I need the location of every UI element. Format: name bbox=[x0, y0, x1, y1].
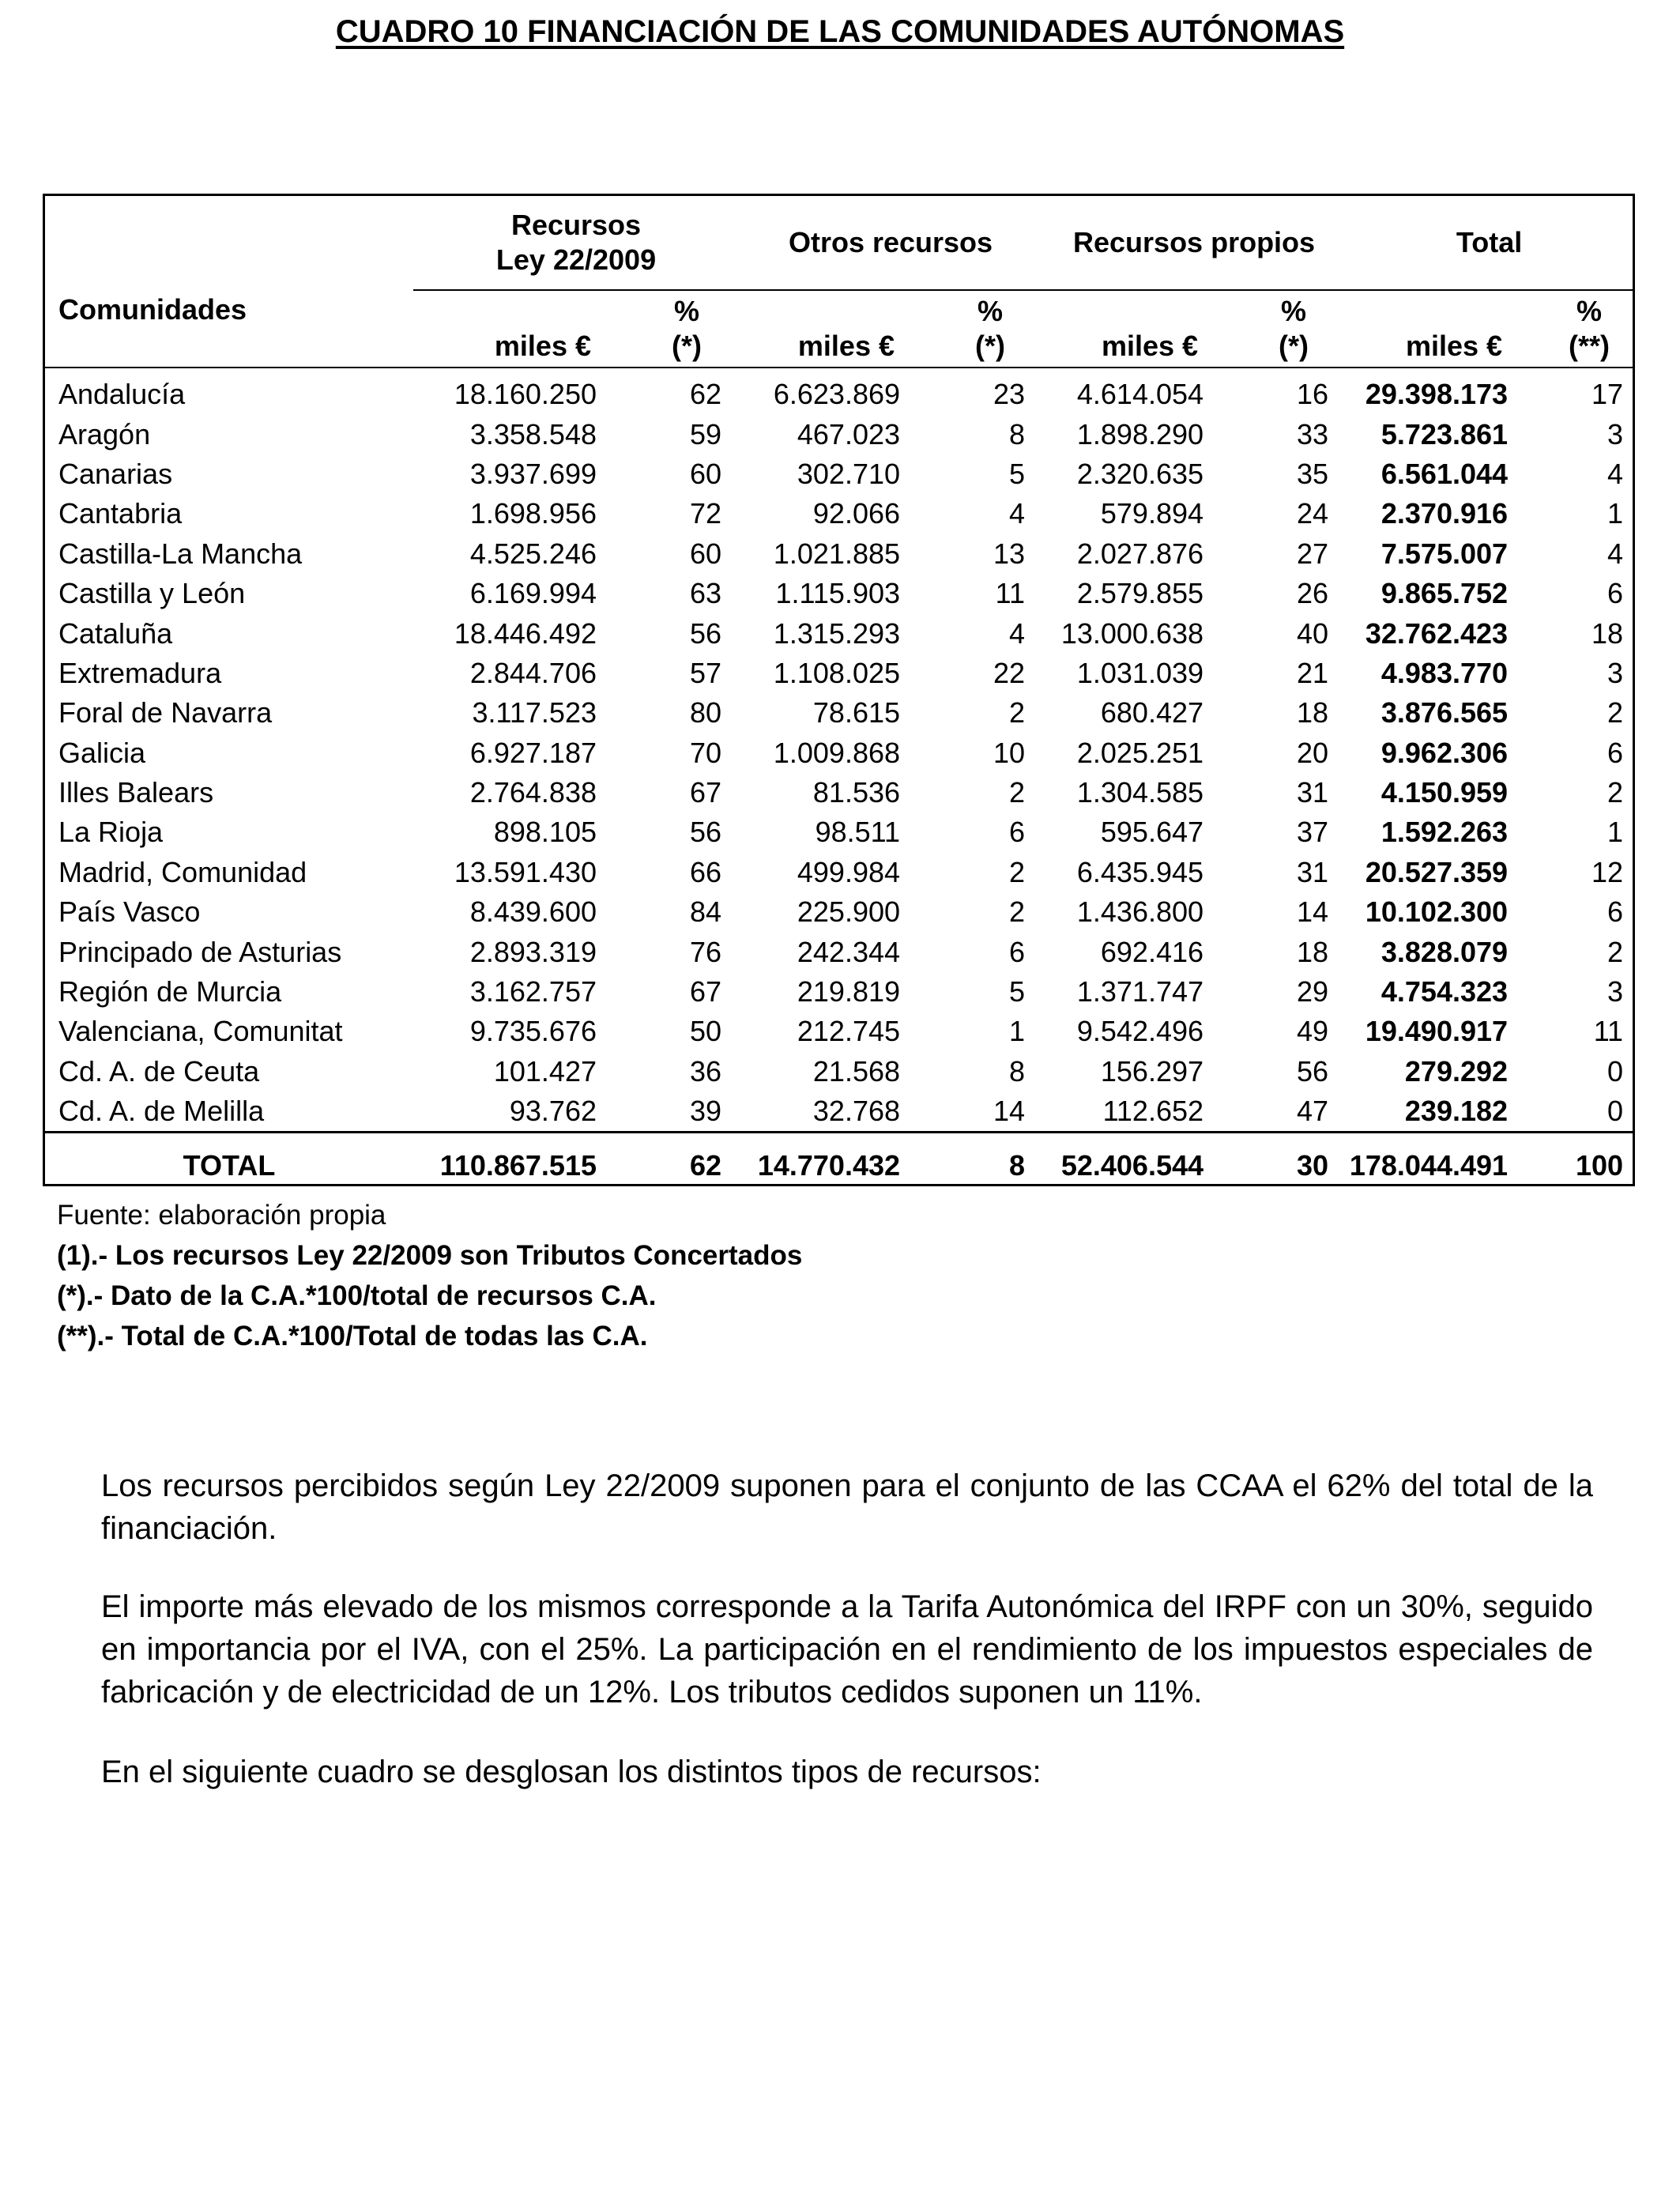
cell-total-miles: 5.723.861 bbox=[1381, 417, 1509, 450]
cell-comunidad: TOTAL bbox=[183, 1149, 276, 1182]
cell-propios-miles: 2.025.251 bbox=[1076, 736, 1204, 769]
cell-comunidad: La Rioja bbox=[58, 816, 164, 849]
cell-total-miles: 9.962.306 bbox=[1381, 736, 1509, 769]
cell-total-miles: 6.561.044 bbox=[1381, 457, 1509, 490]
cell-propios-pct: 14 bbox=[1297, 895, 1329, 929]
cell-recursos-pct: 60 bbox=[689, 537, 722, 570]
cell-recursos-pct: 56 bbox=[689, 616, 722, 650]
table-row bbox=[45, 494, 1633, 533]
cell-otros-pct: 8 bbox=[1009, 1149, 1026, 1182]
table-row bbox=[45, 733, 1633, 773]
cell-otros-miles: 21.568 bbox=[812, 1054, 901, 1088]
cell-total-pct: 6 bbox=[1607, 577, 1624, 610]
cell-recursos-miles: 3.358.548 bbox=[469, 417, 597, 450]
cell-recursos-pct: 84 bbox=[689, 895, 722, 929]
cell-comunidad: Cantabria bbox=[58, 497, 183, 530]
table-row bbox=[45, 534, 1633, 574]
cell-total-miles: 3.828.079 bbox=[1381, 935, 1509, 968]
cell-propios-pct: 56 bbox=[1297, 1054, 1329, 1088]
cell-total-pct: 12 bbox=[1591, 855, 1624, 888]
cell-total-pct: 2 bbox=[1607, 776, 1624, 809]
cell-recursos-pct: 76 bbox=[689, 935, 722, 968]
cell-otros-pct: 5 bbox=[1009, 457, 1026, 490]
financing-table bbox=[43, 194, 1635, 1186]
cell-propios-pct: 35 bbox=[1297, 457, 1329, 490]
cell-total-pct: 1 bbox=[1607, 497, 1624, 530]
table-row bbox=[45, 853, 1633, 892]
cell-comunidad: País Vasco bbox=[58, 895, 201, 929]
cell-propios-miles: 1.436.800 bbox=[1076, 895, 1204, 929]
cell-otros-pct: 22 bbox=[993, 656, 1026, 689]
cell-propios-pct: 26 bbox=[1297, 577, 1329, 610]
cell-recursos-miles: 3.937.699 bbox=[469, 457, 597, 490]
cell-recursos-pct: 67 bbox=[689, 776, 722, 809]
cell-propios-pct: 33 bbox=[1297, 417, 1329, 450]
cell-total-pct: 17 bbox=[1591, 378, 1624, 411]
cell-propios-miles: 156.297 bbox=[1100, 1054, 1204, 1088]
cell-propios-pct: 47 bbox=[1297, 1095, 1329, 1128]
table-row bbox=[45, 1052, 1633, 1091]
header-miles-otros: miles € bbox=[797, 330, 895, 362]
cell-otros-miles: 6.623.869 bbox=[773, 378, 901, 411]
table-row bbox=[45, 613, 1633, 653]
cell-recursos-pct: 63 bbox=[689, 577, 722, 610]
table-row bbox=[45, 892, 1633, 932]
cell-comunidad: Extremadura bbox=[58, 656, 222, 689]
cell-propios-pct: 49 bbox=[1297, 1015, 1329, 1048]
cell-recursos-miles: 4.525.246 bbox=[469, 537, 597, 570]
cell-propios-pct: 20 bbox=[1297, 736, 1329, 769]
cell-recursos-miles: 2.764.838 bbox=[469, 776, 597, 809]
cell-total-miles: 239.182 bbox=[1404, 1095, 1509, 1128]
cell-comunidad: Andalucía bbox=[58, 378, 186, 411]
cell-otros-miles: 467.023 bbox=[797, 417, 901, 450]
cell-propios-pct: 16 bbox=[1297, 378, 1329, 411]
cell-otros-pct: 8 bbox=[1009, 1054, 1026, 1088]
cell-otros-miles: 302.710 bbox=[797, 457, 901, 490]
cell-comunidad: Cataluña bbox=[58, 616, 173, 650]
cell-recursos-miles: 110.867.515 bbox=[439, 1149, 597, 1182]
cell-total-miles: 4.983.770 bbox=[1381, 656, 1509, 689]
cell-propios-pct: 29 bbox=[1297, 975, 1329, 1008]
cell-propios-pct: 30 bbox=[1297, 1149, 1329, 1182]
cell-propios-miles: 680.427 bbox=[1100, 696, 1204, 729]
cell-propios-pct: 31 bbox=[1297, 855, 1329, 888]
cell-recursos-pct: 60 bbox=[689, 457, 722, 490]
cell-propios-miles: 13.000.638 bbox=[1060, 616, 1204, 650]
cell-propios-miles: 1.304.585 bbox=[1076, 776, 1204, 809]
cell-propios-miles: 579.894 bbox=[1100, 497, 1204, 530]
cell-otros-miles: 78.615 bbox=[812, 696, 901, 729]
cell-propios-pct: 37 bbox=[1297, 816, 1329, 849]
cell-recursos-miles: 3.162.757 bbox=[469, 975, 597, 1008]
cell-recursos-miles: 6.169.994 bbox=[469, 577, 597, 610]
cell-otros-miles: 14.770.432 bbox=[757, 1149, 901, 1182]
cell-otros-pct: 6 bbox=[1009, 935, 1026, 968]
table-row bbox=[45, 972, 1633, 1012]
cell-otros-pct: 2 bbox=[1009, 855, 1026, 888]
cell-comunidad: Madrid, Comunidad bbox=[58, 855, 307, 888]
cell-recursos-miles: 18.446.492 bbox=[454, 616, 597, 650]
cell-propios-miles: 112.652 bbox=[1102, 1095, 1204, 1128]
cell-propios-pct: 31 bbox=[1297, 776, 1329, 809]
cell-propios-miles: 2.027.876 bbox=[1076, 537, 1204, 570]
cell-otros-miles: 1.009.868 bbox=[773, 736, 901, 769]
cell-otros-miles: 92.066 bbox=[812, 497, 901, 530]
cell-propios-pct: 21 bbox=[1297, 656, 1329, 689]
cell-propios-miles: 1.371.747 bbox=[1076, 975, 1204, 1008]
note-3: (**).- Total de C.A.*100/Total de todas las C.A. bbox=[57, 1321, 648, 1351]
cell-comunidad: Aragón bbox=[58, 417, 151, 450]
cell-total-pct: 0 bbox=[1607, 1054, 1624, 1088]
cell-propios-pct: 18 bbox=[1297, 935, 1329, 968]
cell-total-pct: 6 bbox=[1607, 895, 1624, 929]
cell-otros-pct: 4 bbox=[1009, 616, 1026, 650]
cell-total-pct: 4 bbox=[1607, 537, 1624, 570]
cell-total-pct: 2 bbox=[1607, 935, 1624, 968]
cell-comunidad: Cd. A. de Melilla bbox=[58, 1095, 265, 1128]
cell-recursos-miles: 3.117.523 bbox=[472, 696, 597, 729]
header-recursos-propios: Recursos propios bbox=[1073, 226, 1316, 258]
cell-total-pct: 6 bbox=[1607, 736, 1624, 769]
cell-recursos-miles: 101.427 bbox=[493, 1054, 597, 1088]
cell-otros-pct: 5 bbox=[1009, 975, 1026, 1008]
cell-comunidad: Castilla y León bbox=[58, 577, 246, 610]
cell-total-miles: 2.370.916 bbox=[1381, 497, 1509, 530]
cell-total-miles: 4.754.323 bbox=[1381, 975, 1509, 1008]
cell-comunidad: Canarias bbox=[58, 457, 173, 490]
table-row bbox=[45, 932, 1633, 971]
cell-propios-miles: 6.435.945 bbox=[1076, 855, 1204, 888]
cell-recursos-pct: 36 bbox=[689, 1054, 722, 1088]
cell-propios-miles: 2.579.855 bbox=[1076, 577, 1204, 610]
cell-recursos-miles: 18.160.250 bbox=[454, 378, 597, 411]
table-row bbox=[45, 1012, 1633, 1051]
cell-propios-pct: 18 bbox=[1297, 696, 1329, 729]
cell-recursos-miles: 93.762 bbox=[509, 1095, 597, 1128]
cell-otros-miles: 212.745 bbox=[797, 1015, 901, 1048]
cell-otros-pct: 23 bbox=[993, 378, 1026, 411]
cell-otros-pct: 1 bbox=[1009, 1015, 1026, 1048]
cell-recursos-pct: 57 bbox=[689, 656, 722, 689]
note-fuente: Fuente: elaboración propia bbox=[57, 1200, 386, 1231]
table-row bbox=[45, 693, 1633, 733]
table-row bbox=[45, 1091, 1633, 1133]
header-recursos-line2: Ley 22/2009 bbox=[495, 243, 657, 276]
paragraph-3: En el siguiente cuadro se desglosan los distintos tipos de recursos: bbox=[101, 1755, 1042, 1789]
cell-recursos-miles: 2.893.319 bbox=[469, 935, 597, 968]
cell-recursos-miles: 13.591.430 bbox=[454, 855, 597, 888]
cell-total-pct: 0 bbox=[1607, 1095, 1624, 1128]
table-row bbox=[45, 773, 1633, 812]
cell-total-miles: 279.292 bbox=[1404, 1054, 1509, 1088]
header-miles-total: miles € bbox=[1405, 330, 1503, 362]
table-row bbox=[45, 454, 1633, 494]
cell-recursos-pct: 56 bbox=[689, 816, 722, 849]
cell-propios-miles: 2.320.635 bbox=[1076, 457, 1204, 490]
cell-recursos-miles: 9.735.676 bbox=[469, 1015, 597, 1048]
cell-propios-miles: 1.898.290 bbox=[1076, 417, 1204, 450]
cell-total-miles: 7.575.007 bbox=[1381, 537, 1509, 570]
table-row bbox=[45, 414, 1633, 454]
cell-total-pct: 18 bbox=[1591, 616, 1624, 650]
note-1: (1).- Los recursos Ley 22/2009 son Tributos Concertados bbox=[57, 1240, 803, 1271]
cell-otros-miles: 242.344 bbox=[797, 935, 901, 968]
cell-recursos-pct: 62 bbox=[689, 1149, 722, 1182]
cell-otros-pct: 14 bbox=[993, 1095, 1026, 1128]
cell-recursos-pct: 62 bbox=[689, 378, 722, 411]
header-pct-otros: % (*) bbox=[975, 295, 1006, 362]
cell-total-miles: 3.876.565 bbox=[1381, 696, 1509, 729]
cell-otros-pct: 8 bbox=[1009, 417, 1026, 450]
header-pct-total: % (**) bbox=[1569, 295, 1610, 362]
cell-otros-pct: 10 bbox=[993, 736, 1026, 769]
cell-propios-miles: 692.416 bbox=[1100, 935, 1204, 968]
table-row bbox=[45, 368, 1633, 414]
cell-otros-pct: 2 bbox=[1009, 895, 1026, 929]
cell-otros-miles: 225.900 bbox=[797, 895, 901, 929]
cell-total-pct: 3 bbox=[1607, 975, 1624, 1008]
cell-otros-miles: 1.021.885 bbox=[773, 537, 901, 570]
cell-propios-pct: 27 bbox=[1297, 537, 1329, 570]
cell-propios-miles: 4.614.054 bbox=[1076, 378, 1204, 411]
cell-otros-pct: 6 bbox=[1009, 816, 1026, 849]
table-row bbox=[45, 812, 1633, 852]
cell-otros-miles: 1.108.025 bbox=[773, 656, 901, 689]
cell-otros-miles: 98.511 bbox=[815, 816, 901, 849]
cell-otros-miles: 32.768 bbox=[812, 1095, 901, 1128]
cell-propios-miles: 52.406.544 bbox=[1060, 1149, 1204, 1182]
header-miles-propios: miles € bbox=[1101, 330, 1199, 362]
paragraph-1: Los recursos percibidos según Ley 22/2009 suponen para el conjunto de las CCAA el 62% del total de la financiación. bbox=[101, 1468, 1593, 1546]
header-total: Total bbox=[1456, 226, 1523, 258]
table-row bbox=[45, 654, 1633, 693]
cell-total-pct: 11 bbox=[1593, 1015, 1624, 1048]
cell-otros-miles: 1.115.903 bbox=[775, 577, 901, 610]
cell-propios-miles: 595.647 bbox=[1100, 816, 1204, 849]
cell-otros-pct: 11 bbox=[995, 577, 1026, 610]
cell-propios-miles: 1.031.039 bbox=[1076, 656, 1204, 689]
cell-comunidad: Galicia bbox=[58, 736, 146, 769]
cell-total-pct: 100 bbox=[1575, 1149, 1624, 1182]
cell-total-miles: 29.398.173 bbox=[1365, 378, 1509, 411]
header-row-top bbox=[45, 196, 1633, 290]
cell-otros-pct: 4 bbox=[1009, 497, 1026, 530]
cell-recursos-pct: 66 bbox=[689, 855, 722, 888]
header-pct-recursos: % (*) bbox=[672, 295, 702, 362]
cell-propios-pct: 40 bbox=[1297, 616, 1329, 650]
cell-total-miles: 10.102.300 bbox=[1365, 895, 1509, 929]
cell-comunidad: Región de Murcia bbox=[58, 975, 282, 1008]
header-miles-recursos: miles € bbox=[494, 330, 591, 362]
cell-comunidad: Valenciana, Comunitat bbox=[58, 1015, 343, 1048]
header-pct-propios: % (*) bbox=[1279, 295, 1309, 362]
cell-total-miles: 178.044.491 bbox=[1349, 1149, 1509, 1182]
cell-comunidad: Castilla-La Mancha bbox=[58, 537, 303, 570]
cell-recursos-pct: 80 bbox=[689, 696, 722, 729]
total-row bbox=[45, 1133, 1633, 1199]
cell-otros-pct: 2 bbox=[1009, 776, 1026, 809]
header-otros-recursos: Otros recursos bbox=[788, 226, 993, 258]
table-row bbox=[45, 574, 1633, 613]
cell-recursos-pct: 72 bbox=[689, 497, 722, 530]
header-comunidades: Comunidades bbox=[58, 293, 247, 326]
paragraph-2: El importe más elevado de los mismos corresponde a la Tarifa Autonómica del IRPF con un 30%, seguido en importancia por el IVA, con el 25%. La participación en el rendimiento de los impuestos especiales de fabricación y de electricidad de un 12%. Los tributos cedidos suponen un 11%. bbox=[101, 1589, 1593, 1710]
cell-total-miles: 4.150.959 bbox=[1381, 776, 1509, 809]
cell-comunidad: Illes Balears bbox=[58, 776, 214, 809]
cell-total-miles: 9.865.752 bbox=[1381, 577, 1509, 610]
document-title: CUADRO 10 FINANCIACIÓN DE LAS COMUNIDADES AUTÓNOMAS bbox=[335, 14, 1345, 49]
cell-recursos-pct: 67 bbox=[689, 975, 722, 1008]
cell-propios-miles: 9.542.496 bbox=[1076, 1015, 1204, 1048]
cell-otros-pct: 2 bbox=[1009, 696, 1026, 729]
cell-recursos-miles: 1.698.956 bbox=[469, 497, 597, 530]
cell-recursos-pct: 70 bbox=[689, 736, 722, 769]
cell-recursos-miles: 898.105 bbox=[493, 816, 597, 849]
cell-otros-miles: 1.315.293 bbox=[773, 616, 901, 650]
cell-total-miles: 20.527.359 bbox=[1365, 855, 1509, 888]
cell-comunidad: Principado de Asturias bbox=[58, 935, 342, 968]
cell-total-miles: 1.592.263 bbox=[1381, 816, 1509, 849]
table-notes bbox=[57, 1195, 802, 1356]
cell-total-pct: 3 bbox=[1607, 656, 1624, 689]
table-body bbox=[45, 368, 1633, 1198]
cell-otros-pct: 13 bbox=[993, 537, 1026, 570]
cell-otros-miles: 499.984 bbox=[797, 855, 901, 888]
cell-total-pct: 4 bbox=[1607, 457, 1624, 490]
note-2: (*).- Dato de la C.A.*100/total de recursos C.A. bbox=[57, 1280, 657, 1311]
cell-total-miles: 32.762.423 bbox=[1365, 616, 1509, 650]
cell-comunidad: Foral de Navarra bbox=[58, 696, 273, 729]
cell-propios-pct: 24 bbox=[1297, 497, 1329, 530]
cell-recursos-miles: 2.844.706 bbox=[469, 656, 597, 689]
cell-total-pct: 2 bbox=[1607, 696, 1624, 729]
header-recursos-ley bbox=[413, 196, 739, 290]
cell-total-miles: 19.490.917 bbox=[1365, 1015, 1509, 1048]
header-recursos-line1: Recursos bbox=[510, 209, 642, 241]
cell-recursos-miles: 8.439.600 bbox=[469, 895, 597, 929]
cell-total-pct: 3 bbox=[1607, 417, 1624, 450]
cell-recursos-pct: 39 bbox=[689, 1095, 722, 1128]
cell-otros-miles: 219.819 bbox=[797, 975, 901, 1008]
cell-comunidad: Cd. A. de Ceuta bbox=[58, 1054, 260, 1088]
cell-recursos-pct: 59 bbox=[689, 417, 722, 450]
cell-total-pct: 1 bbox=[1607, 816, 1624, 849]
cell-recursos-pct: 50 bbox=[689, 1015, 722, 1048]
cell-recursos-miles: 6.927.187 bbox=[469, 736, 597, 769]
cell-otros-miles: 81.536 bbox=[812, 776, 901, 809]
